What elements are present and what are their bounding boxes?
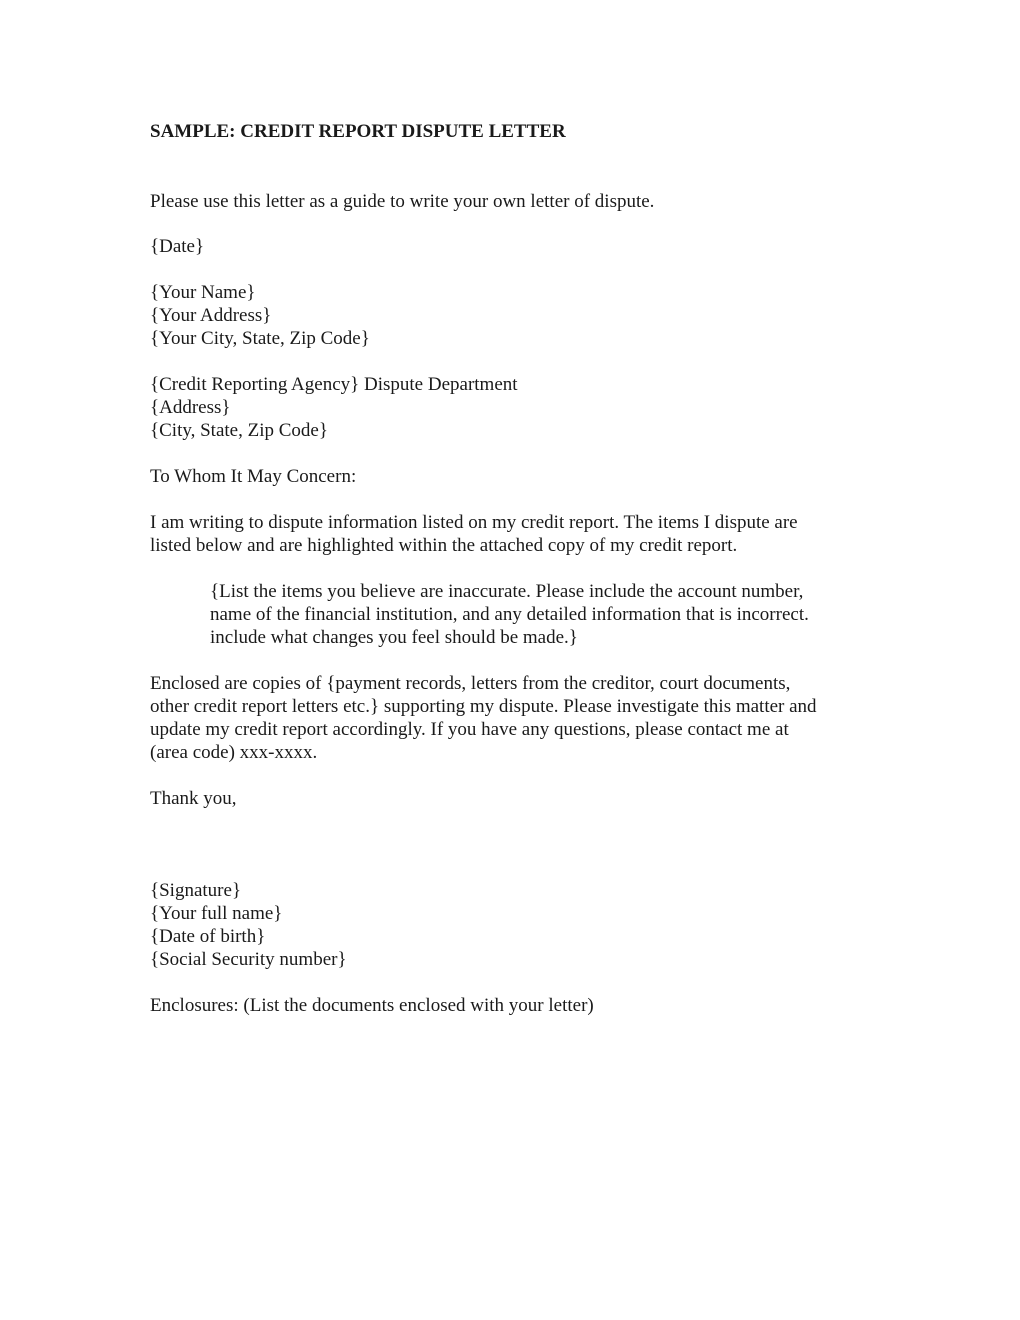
sender-name: {Your Name}: [150, 282, 256, 303]
indented-instructions: [210, 580, 809, 649]
indented-line: name of the financial institution, and any detailed information that is incorrect.: [210, 604, 809, 625]
ssn-placeholder: {Social Security number}: [150, 949, 347, 970]
recipient-city-state-zip: {City, State, Zip Code}: [150, 420, 328, 441]
body-paragraph-1: [150, 511, 798, 557]
closing-line: Thank you,: [150, 788, 237, 809]
intro-line: Please use this letter as a guide to write your own letter of dispute.: [150, 191, 655, 212]
paragraph-line: update my credit report accordingly. If you have any questions, please contact me at: [150, 719, 789, 740]
sender-address: {Your Address}: [150, 305, 272, 326]
enclosures: [150, 994, 594, 1017]
signature-block: [150, 879, 347, 971]
sender-address-block: [150, 281, 370, 350]
date-placeholder: [150, 235, 204, 258]
paragraph-line: listed below and are highlighted within the attached copy of my credit report.: [150, 535, 738, 556]
paragraph-line: (area code) xxx-xxxx.: [150, 742, 318, 763]
body-paragraph-2: [150, 672, 817, 764]
indented-line: include what changes you feel should be made.}: [210, 627, 578, 648]
signature-placeholder: {Signature}: [150, 880, 242, 901]
recipient-address-block: [150, 373, 518, 442]
salutation: [150, 465, 356, 488]
paragraph-line: Enclosed are copies of {payment records, letters from the creditor, court documents,: [150, 673, 791, 694]
indented-line: {List the items you believe are inaccurate. Please include the account number,: [210, 581, 804, 602]
closing: [150, 787, 237, 810]
date-line: {Date}: [150, 236, 205, 257]
enclosures-line: Enclosures: (List the documents enclosed with your letter): [150, 995, 594, 1016]
salutation-line: To Whom It May Concern:: [150, 466, 357, 487]
dob-placeholder: {Date of birth}: [150, 926, 266, 947]
page-title: SAMPLE: CREDIT REPORT DISPUTE LETTER: [150, 121, 566, 142]
sender-city-state-zip: {Your City, State, Zip Code}: [150, 328, 370, 349]
recipient-address: {Address}: [150, 397, 231, 418]
intro-text: [150, 190, 654, 213]
paragraph-line: I am writing to dispute information listed on my credit report. The items I dispute are: [150, 512, 798, 533]
paragraph-line: other credit report letters etc.} supporting my dispute. Please investigate this matter and: [150, 696, 817, 717]
recipient-agency: {Credit Reporting Agency} Dispute Department: [150, 374, 518, 395]
full-name-placeholder: {Your full name}: [150, 903, 283, 924]
